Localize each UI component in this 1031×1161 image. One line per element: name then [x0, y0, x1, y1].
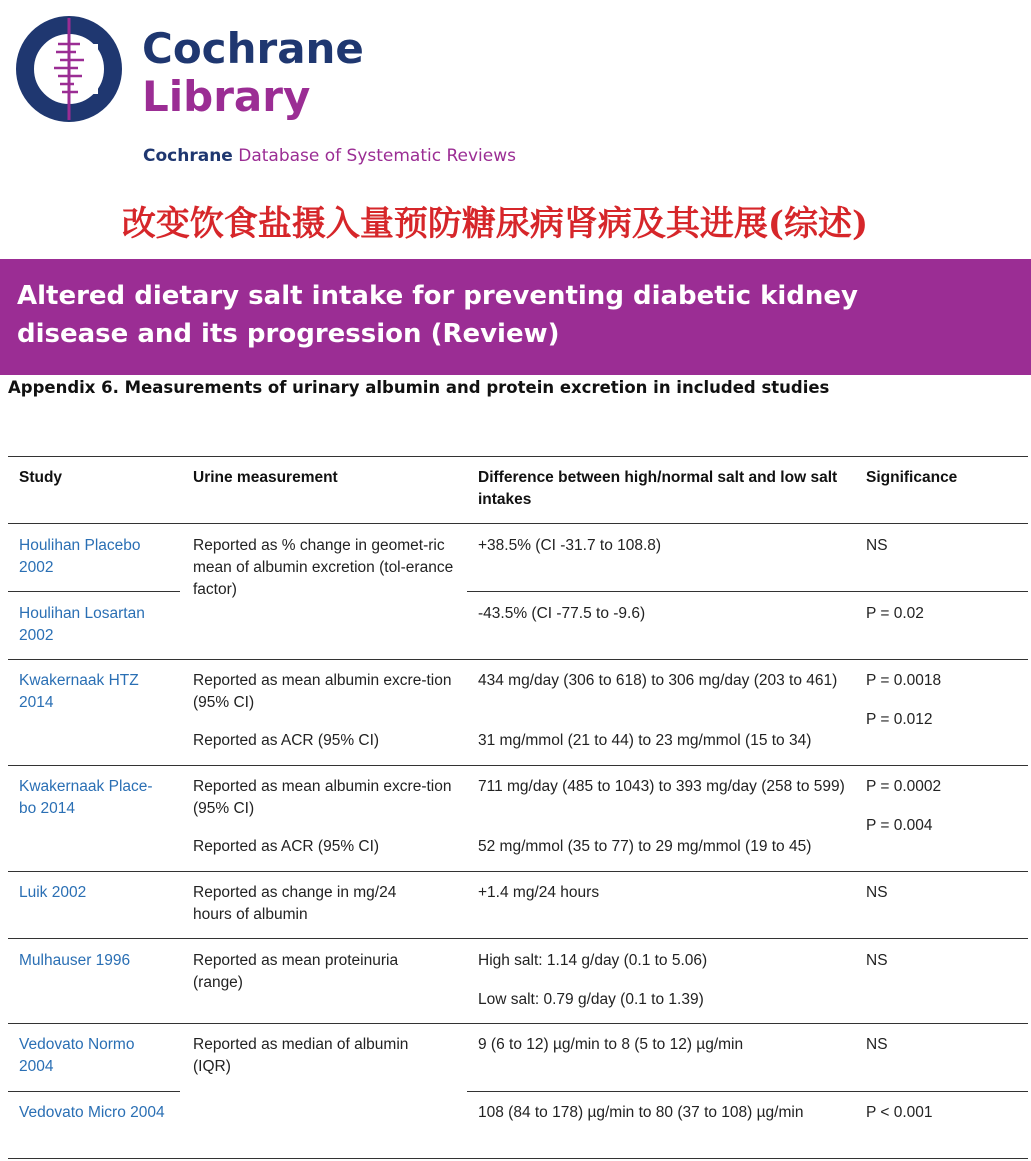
study-link-kwakernaak-placebo[interactable]: Kwakernaak Place-bo 2014: [19, 778, 153, 817]
row-divider-houlihan-partial-right: [467, 591, 1028, 592]
subtitle-bold: Cochrane: [143, 146, 233, 166]
row-divider: [8, 1023, 1028, 1024]
row-divider-vedovato-partial: [8, 1091, 180, 1092]
difference-kwakernaak-htz-1: 434 mg/day (306 to 618) to 306 mg/day (203 to 461): [478, 672, 838, 689]
brand-name-cochrane: Cochrane: [142, 24, 364, 73]
urine-measurement-luik: Reported as change in mg/24 hours of albumin: [193, 884, 397, 923]
row-divider-vedovato-partial-right: [467, 1091, 1028, 1092]
urine-measurement-kwakernaak-placebo-1: Reported as mean albumin excre-tion (95% CI): [193, 778, 452, 817]
difference-mulhauser-1: High salt: 1.14 g/day (0.1 to 5.06): [478, 952, 708, 969]
header-bottom-rule: [8, 523, 1028, 524]
row-divider: [8, 938, 1028, 939]
difference-houlihan-placebo: +38.5% (CI -31.7 to 108.8): [478, 537, 662, 554]
chinese-title: 改变饮食盐摄入量预防糖尿病肾病及其进展(综述): [121, 204, 869, 244]
urine-measurement-mulhauser: Reported as mean proteinuria (range): [193, 952, 399, 991]
row-divider-houlihan-partial: [8, 591, 180, 592]
difference-kwakernaak-htz-2: 31 mg/mmol (21 to 44) to 23 mg/mmol (15 to 34): [478, 732, 812, 749]
banner-title: Altered dietary salt intake for preventing diabetic kidney disease and its progression (Review): [17, 281, 859, 349]
study-link-vedovato-normo[interactable]: Vedovato Normo 2004: [19, 1036, 135, 1075]
study-link-houlihan-losartan[interactable]: Houlihan Losartan 2002: [19, 605, 145, 644]
urine-measurement-kwakernaak-htz-2: Reported as ACR (95% CI): [193, 732, 380, 749]
difference-luik: +1.4 mg/24 hours: [478, 884, 600, 901]
header-difference: Difference between high/normal salt and low salt intakes: [478, 469, 838, 508]
row-divider: [8, 765, 1028, 766]
appendix-title: Appendix 6. Measurements of urinary albumin and protein excretion in included studies: [8, 378, 830, 397]
difference-kwakernaak-placebo-1: 711 mg/day (485 to 1043) to 393 mg/day (258 to 599): [478, 778, 845, 795]
subtitle-rest: Database of Systematic Reviews: [232, 146, 517, 166]
significance-mulhauser: NS: [866, 952, 888, 969]
significance-kwakernaak-placebo-1: P = 0.0002: [866, 778, 942, 795]
cochrane-logo-icon: [14, 14, 124, 124]
study-link-kwakernaak-htz[interactable]: Kwakernaak HTZ 2014: [19, 672, 139, 711]
brand-name-library: Library: [142, 72, 311, 121]
difference-vedovato-normo: 9 (6 to 12) µg/min to 8 (5 to 12) µg/min: [478, 1036, 744, 1053]
significance-kwakernaak-htz-2: P = 0.012: [866, 711, 933, 728]
table-top-rule: [8, 456, 1028, 457]
header-significance: Significance: [866, 469, 958, 486]
significance-kwakernaak-placebo-2: P = 0.004: [866, 817, 933, 834]
difference-mulhauser-2: Low salt: 0.79 g/day (0.1 to 1.39): [478, 991, 704, 1008]
significance-houlihan-losartan: P = 0.02: [866, 605, 924, 622]
header-urine-measurement: Urine measurement: [193, 469, 338, 486]
study-link-houlihan-placebo[interactable]: Houlihan Placebo 2002: [19, 537, 141, 576]
significance-houlihan-placebo: NS: [866, 537, 888, 554]
urine-measurement-houlihan: Reported as % change in geomet-ric mean of albumin excretion (tol-erance factor): [193, 537, 454, 598]
table-bottom-rule: [8, 1158, 1028, 1159]
review-banner: [0, 259, 1031, 375]
header-study: Study: [19, 469, 63, 486]
difference-houlihan-losartan: -43.5% (CI -77.5 to -9.6): [478, 605, 646, 622]
study-link-luik[interactable]: Luik 2002: [19, 884, 87, 901]
urine-measurement-kwakernaak-htz-1: Reported as mean albumin excre-tion (95% CI): [193, 672, 452, 711]
study-link-mulhauser[interactable]: Mulhauser 1996: [19, 952, 131, 969]
significance-vedovato-normo: NS: [866, 1036, 888, 1053]
urine-measurement-kwakernaak-placebo-2: Reported as ACR (95% CI): [193, 838, 380, 855]
study-link-vedovato-micro[interactable]: Vedovato Micro 2004: [19, 1104, 165, 1121]
significance-vedovato-micro: P < 0.001: [866, 1104, 933, 1121]
significance-luik: NS: [866, 884, 888, 901]
row-divider: [8, 871, 1028, 872]
brand-subtitle: [143, 146, 516, 166]
difference-kwakernaak-placebo-2: 52 mg/mmol (35 to 77) to 29 mg/mmol (19 to 45): [478, 838, 812, 855]
significance-kwakernaak-htz-1: P = 0.0018: [866, 672, 942, 689]
row-divider: [8, 659, 1028, 660]
difference-vedovato-micro: 108 (84 to 178) µg/min to 80 (37 to 108) µg/min: [478, 1104, 804, 1121]
urine-measurement-vedovato: Reported as median of albumin (IQR): [193, 1036, 409, 1075]
